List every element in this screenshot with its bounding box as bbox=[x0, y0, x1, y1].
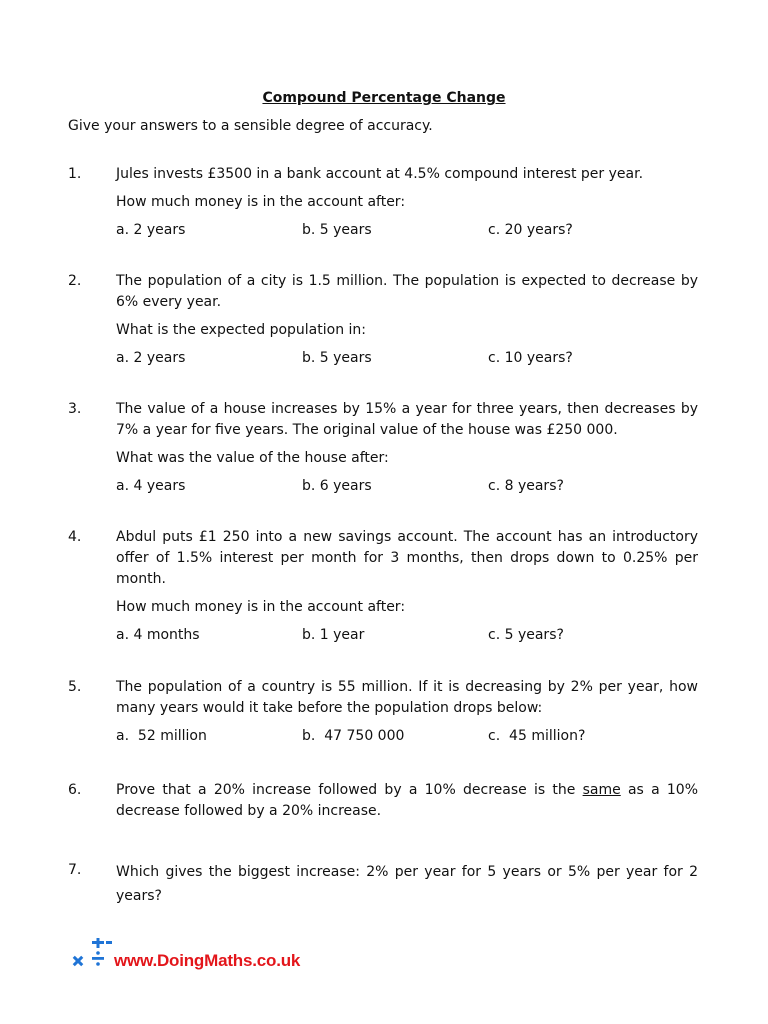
question-4 bbox=[68, 527, 698, 646]
option-a: a. 4 months bbox=[116, 627, 200, 643]
stem-part: Prove that a 20% increase followed by a 10% decrease is the bbox=[116, 782, 583, 798]
question-3 bbox=[68, 399, 698, 497]
option-c: c. 10 years? bbox=[488, 350, 573, 366]
instructions: Give your answers to a sensible degree of accuracy. bbox=[68, 118, 433, 134]
option-b: b. 5 years bbox=[302, 222, 372, 238]
question-number: 4. bbox=[68, 529, 82, 545]
question-number: 2. bbox=[68, 273, 82, 289]
question-6 bbox=[68, 780, 698, 822]
site-url[interactable] bbox=[114, 951, 300, 971]
question-stem: Jules invests £3500 in a bank account at 4.5% compound interest per year. bbox=[116, 166, 644, 182]
question-number: 3. bbox=[68, 401, 82, 417]
question-prompt: What was the value of the house after: bbox=[116, 450, 389, 466]
question-2 bbox=[68, 271, 698, 369]
question-number: 6. bbox=[68, 782, 82, 798]
question-prompt: How much money is in the account after: bbox=[116, 194, 406, 210]
question-options bbox=[116, 348, 698, 369]
question-number: 1. bbox=[68, 166, 82, 182]
page-title: Compound Percentage Change bbox=[262, 90, 506, 106]
question-1 bbox=[68, 164, 698, 241]
option-c: c. 20 years? bbox=[488, 222, 573, 238]
option-a: a. 4 years bbox=[116, 478, 186, 494]
question-7 bbox=[68, 860, 698, 908]
question-prompt: How much money is in the account after: bbox=[116, 599, 406, 615]
question-stem bbox=[116, 780, 698, 822]
question-stem: The value of a house increases by 15% a year for three years, then decreases by 7% a year for five years. The original value of the house was £250 000. bbox=[116, 401, 698, 438]
option-a: a. 52 million bbox=[116, 728, 207, 744]
question-number: 7. bbox=[68, 862, 82, 878]
question-stem: The population of a city is 1.5 million. The population is expected to decrease by 6% every year. bbox=[116, 273, 698, 310]
option-c: c. 5 years? bbox=[488, 627, 564, 643]
option-b: b. 1 year bbox=[302, 627, 365, 643]
question-options bbox=[116, 476, 698, 497]
option-a: a. 2 years bbox=[116, 350, 186, 366]
site-logo bbox=[68, 938, 328, 978]
option-b: b. 6 years bbox=[302, 478, 372, 494]
question-number: 5. bbox=[68, 679, 82, 695]
stem-part: as a 10% decrease followed by a 20% increase. bbox=[116, 782, 699, 819]
question-options bbox=[116, 625, 698, 646]
option-c: c. 8 years? bbox=[488, 478, 564, 494]
option-c: c. 45 million? bbox=[488, 728, 586, 744]
question-options bbox=[116, 220, 698, 241]
maths-symbols-icon bbox=[68, 938, 112, 974]
option-a: a. 2 years bbox=[116, 222, 186, 238]
question-stem: Which gives the biggest increase: 2% per year for 5 years or 5% per year for 2 years? bbox=[116, 864, 698, 904]
question-options bbox=[116, 726, 698, 747]
option-b: b. 47 750 000 bbox=[302, 728, 405, 744]
option-b: b. 5 years bbox=[302, 350, 372, 366]
question-stem: Abdul puts £1 250 into a new savings account. The account has an introductory offer of 1.5% interest per month for 3 months, then drops down to 0.25% per month. bbox=[116, 529, 698, 587]
underlined-word: same bbox=[582, 782, 621, 798]
question-5 bbox=[68, 677, 698, 747]
question-prompt: What is the expected population in: bbox=[116, 322, 367, 338]
question-stem: The population of a country is 55 million. If it is decreasing by 2% per year, how many years would it take before the population drops below: bbox=[116, 679, 698, 716]
url-text: www.DoingMaths.co.uk bbox=[114, 951, 301, 970]
